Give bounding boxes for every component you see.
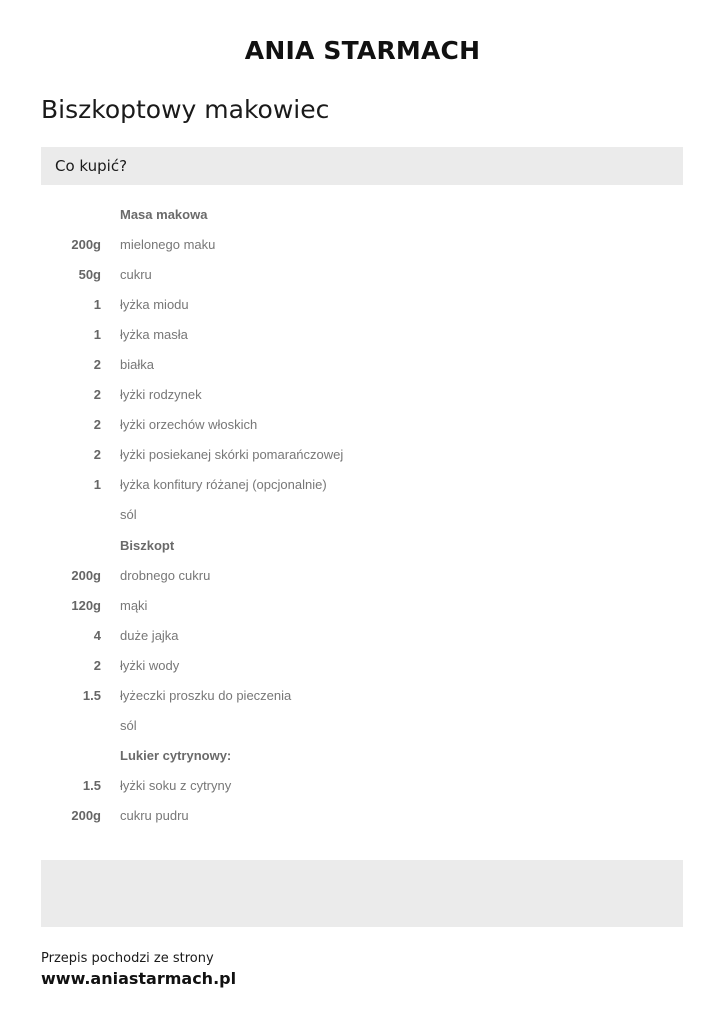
ingredient-row xyxy=(41,500,683,530)
ingredient-name: drobnego cukru xyxy=(120,567,211,583)
ingredient-name: cukru pudru xyxy=(120,808,189,824)
ingredient-name: duże jajka xyxy=(120,627,179,643)
ingredient-row xyxy=(41,681,683,711)
ingredient-quantity: 1.5 xyxy=(82,688,101,704)
ingredient-name: białka xyxy=(120,357,154,373)
ingredient-quantity: 1.5 xyxy=(82,778,101,794)
recipe-title: Biszkoptowy makowiec xyxy=(41,95,330,124)
ingredient-row xyxy=(41,470,683,500)
ingredient-row xyxy=(41,650,683,680)
ingredient-row xyxy=(41,289,683,319)
ingredient-row xyxy=(41,771,683,801)
ingredient-group-label: Biszkopt xyxy=(120,537,175,553)
ingredient-name: cukru xyxy=(120,266,152,282)
ingredient-quantity: 2 xyxy=(93,657,101,673)
ingredient-group-header xyxy=(41,530,683,560)
ingredient-name: łyżki posiekanej skórki pomarańczowej xyxy=(120,447,344,463)
ingredient-name: łyżki orzechów włoskich xyxy=(120,417,258,433)
ingredient-row xyxy=(41,560,683,590)
ingredient-row xyxy=(41,259,683,289)
ingredient-name: łyżki soku z cytryny xyxy=(120,778,232,794)
ingredient-row xyxy=(41,349,683,379)
ingredient-group-header xyxy=(41,741,683,771)
shopping-section-bar xyxy=(41,147,683,185)
ingredient-row xyxy=(41,410,683,440)
ingredient-row xyxy=(41,319,683,349)
ingredient-quantity: 1 xyxy=(93,296,101,312)
ingredient-quantity: 120g xyxy=(71,597,101,613)
ingredient-quantity: 50g xyxy=(78,266,101,282)
ingredient-group-label: Lukier cytrynowy: xyxy=(120,748,232,764)
footer-bar xyxy=(41,860,683,927)
ingredient-row xyxy=(41,380,683,410)
ingredient-name: sól xyxy=(120,718,137,734)
ingredient-name: mielonego maku xyxy=(120,236,216,252)
ingredient-list xyxy=(41,199,683,831)
source-text: Przepis pochodzi ze strony xyxy=(41,951,214,966)
ingredient-name: łyżka miodu xyxy=(120,296,189,312)
brand-title: ANIA STARMACH xyxy=(244,36,481,65)
ingredient-quantity: 200g xyxy=(71,567,101,583)
ingredient-name: łyżka konfitury różanej (opcjonalnie) xyxy=(120,477,327,493)
ingredient-name: łyżki wody xyxy=(120,657,180,673)
ingredient-quantity: 2 xyxy=(93,387,101,403)
ingredient-quantity: 200g xyxy=(71,808,101,824)
ingredient-group-header xyxy=(41,199,683,229)
ingredient-quantity: 2 xyxy=(93,447,101,463)
ingredient-quantity: 2 xyxy=(93,417,101,433)
ingredient-name: sól xyxy=(120,507,137,523)
shopping-section-label: Co kupić? xyxy=(55,157,128,175)
ingredient-name: mąki xyxy=(120,597,148,613)
ingredient-quantity: 1 xyxy=(93,477,101,493)
ingredient-row xyxy=(41,620,683,650)
ingredient-row xyxy=(41,590,683,620)
ingredient-row xyxy=(41,229,683,259)
ingredient-group-label: Masa makowa xyxy=(120,206,208,222)
ingredient-row xyxy=(41,801,683,831)
ingredient-quantity: 4 xyxy=(93,627,101,643)
ingredient-row xyxy=(41,711,683,741)
ingredient-name: łyżeczki proszku do pieczenia xyxy=(120,688,292,704)
ingredient-quantity: 1 xyxy=(93,326,101,342)
ingredient-name: łyżki rodzynek xyxy=(120,387,202,403)
ingredient-name: łyżka masła xyxy=(120,326,188,342)
ingredient-row xyxy=(41,440,683,470)
ingredient-quantity: 200g xyxy=(71,236,101,252)
ingredient-quantity: 2 xyxy=(93,357,101,373)
source-url: www.aniastarmach.pl xyxy=(41,969,237,988)
